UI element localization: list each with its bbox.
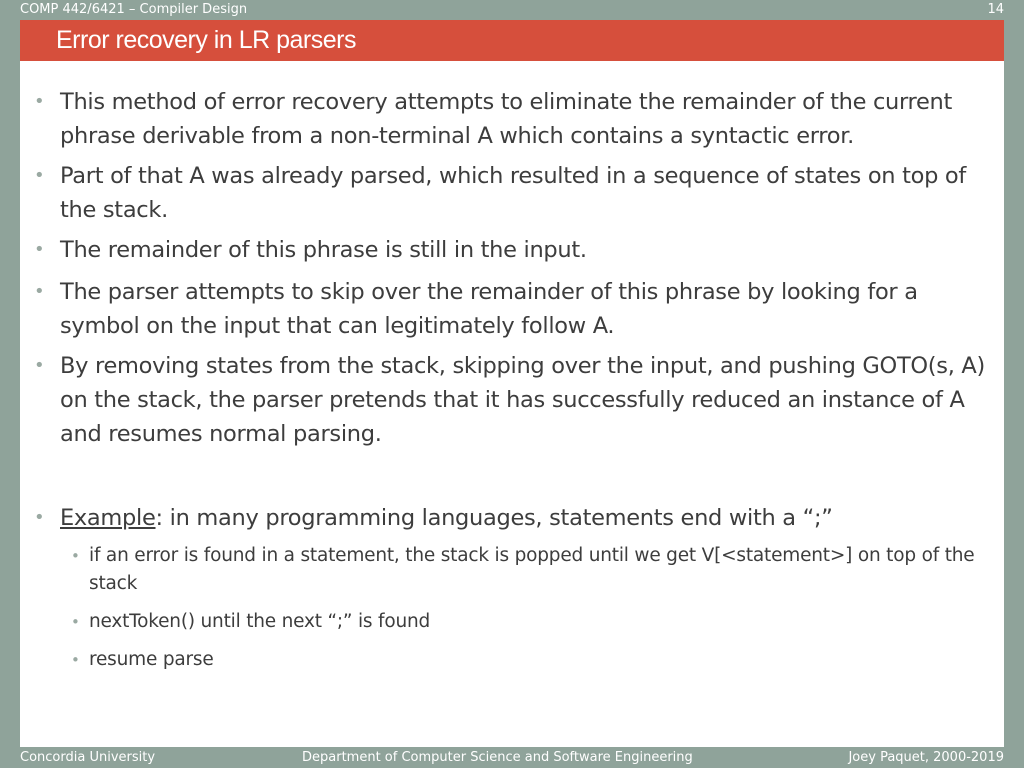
bullet-icon: • <box>34 507 45 528</box>
bullet-icon: • <box>34 91 45 112</box>
sub-bullet-item <box>71 542 989 598</box>
bullet-text: Part of that A was already parsed, which resulted in a sequence of states on top of the stack. <box>60 163 967 223</box>
example-label: Example <box>60 505 156 531</box>
bullet-text: By removing states from the stack, skipping over the input, and pushing GOTO(s, A) on the stack, the parser pretends that it has successfully reduced an instance of A and resumes normal parsing. <box>60 353 985 447</box>
footer-department: Department of Computer Science and Software Engineering <box>302 750 693 765</box>
sub-bullet-text: nextToken() until the next “;” is found <box>89 611 431 632</box>
slide-title: Error recovery in LR parsers <box>56 26 356 54</box>
bullet-text: The remainder of this phrase is still in the input. <box>60 237 587 263</box>
bullet-icon: • <box>34 239 45 260</box>
bullet-item <box>34 233 995 267</box>
bullet-icon: • <box>34 355 45 376</box>
example-item <box>34 501 995 535</box>
course-name: COMP 442/6421 – Compiler Design <box>20 2 248 17</box>
sub-bullet-item <box>71 608 989 636</box>
bullet-icon: • <box>71 613 80 631</box>
slide-content <box>20 61 1004 747</box>
bullet-icon: • <box>34 165 45 186</box>
footer-university: Concordia University <box>20 750 156 765</box>
page-number: 14 <box>987 2 1004 17</box>
bullet-item <box>34 159 995 227</box>
bullet-icon: • <box>71 547 80 565</box>
bullet-text: The parser attempts to skip over the remainder of this phrase by looking for a symbol on the input that can legitimately follow A. <box>60 279 918 339</box>
bullet-icon: • <box>34 281 45 302</box>
footer-author: Joey Paquet, 2000-2019 <box>848 750 1004 765</box>
bullet-item <box>34 275 995 343</box>
top-bar <box>0 0 1024 20</box>
bullet-text: This method of error recovery attempts to eliminate the remainder of the current phrase derivable from a non-terminal A which contains a syntactic error. <box>60 89 953 149</box>
bullet-item <box>34 349 995 451</box>
sub-bullet-text: if an error is found in a statement, the stack is popped until we get V[<statement>] on top of the stack <box>89 545 975 594</box>
title-bar <box>20 20 1004 61</box>
bullet-item <box>34 85 995 153</box>
bullet-icon: • <box>71 651 80 669</box>
example-text: : in many programming languages, statements end with a “;” <box>155 505 833 531</box>
sub-bullet-text: resume parse <box>89 649 214 670</box>
sub-bullet-item <box>71 646 989 674</box>
footer <box>0 748 1024 768</box>
